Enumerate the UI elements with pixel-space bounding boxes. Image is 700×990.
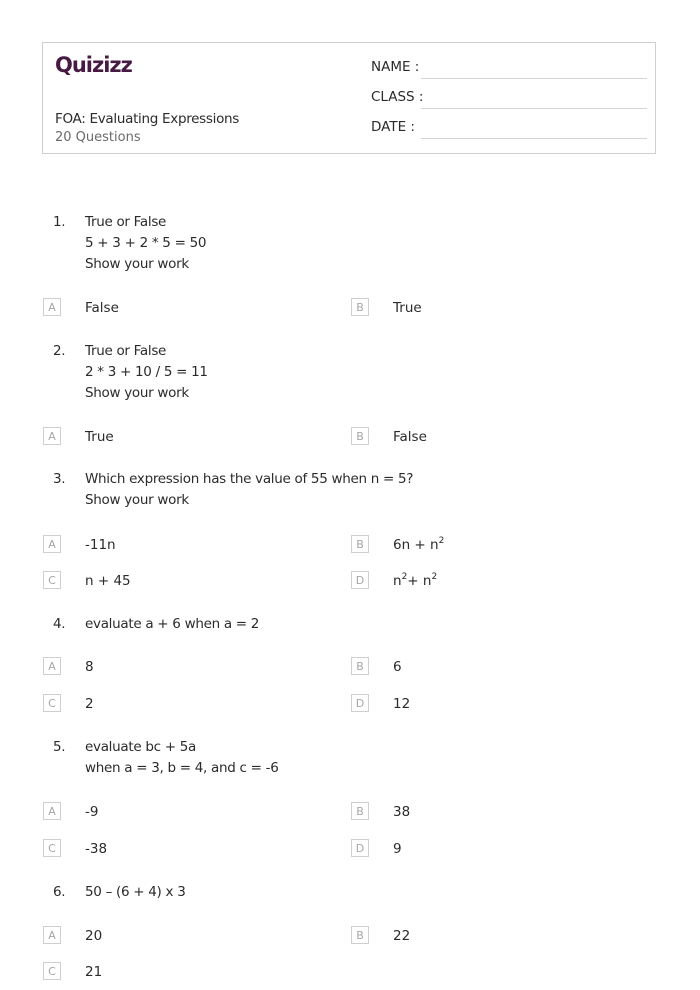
- option-letter: A: [43, 926, 61, 944]
- question-text: [85, 737, 279, 779]
- question-line: True or False: [85, 214, 167, 230]
- class-field[interactable]: [371, 89, 647, 109]
- question-line: 5 + 3 + 2 * 5 = 50: [85, 235, 207, 251]
- question-text: [85, 212, 206, 275]
- option-letter: A: [43, 298, 61, 316]
- date-label: DATE :: [371, 119, 415, 135]
- option-letter: B: [351, 926, 369, 944]
- option-letter: A: [43, 802, 61, 820]
- option-text: [393, 571, 437, 591]
- option-text: 8: [85, 659, 94, 675]
- exponent: 2: [431, 571, 438, 582]
- option-text: 20: [85, 928, 103, 944]
- option-letter: D: [351, 839, 369, 857]
- class-line: [421, 108, 647, 109]
- date-field[interactable]: [371, 119, 647, 139]
- option-text: True: [85, 429, 114, 445]
- option-letter: C: [43, 571, 61, 589]
- question-line: evaluate a + 6 when a = 2: [85, 616, 260, 632]
- name-line: [421, 78, 647, 79]
- option-letter: D: [351, 571, 369, 589]
- option-text: 6: [393, 659, 402, 675]
- question-number: 5.: [53, 739, 66, 755]
- option-text: True: [393, 300, 422, 316]
- question-line: 2 * 3 + 10 / 5 = 11: [85, 364, 208, 380]
- question-number: 3.: [53, 471, 66, 487]
- question-number: 4.: [53, 616, 66, 632]
- question-number: 1.: [53, 214, 66, 230]
- name-label: NAME :: [371, 59, 420, 75]
- expression-mid: + n: [407, 573, 432, 589]
- question-count: 20 Questions: [55, 130, 141, 145]
- question-text: [85, 469, 413, 511]
- option-text: 21: [85, 964, 103, 980]
- option-text: -9: [85, 804, 99, 820]
- question-line: when a = 3, b = 4, and c = -6: [85, 760, 279, 776]
- option-letter: D: [351, 694, 369, 712]
- option-letter: B: [351, 657, 369, 675]
- worksheet-header: [42, 42, 656, 154]
- option-text: 22: [393, 928, 411, 944]
- option-letter: B: [351, 802, 369, 820]
- question-text: [85, 614, 259, 635]
- option-text: 2: [85, 696, 94, 712]
- option-letter: B: [351, 427, 369, 445]
- option-text: 9: [393, 841, 402, 857]
- option-text: -11n: [85, 537, 116, 553]
- option-letter: B: [351, 535, 369, 553]
- option-text: [393, 535, 444, 555]
- question-line: Show your work: [85, 492, 189, 508]
- option-letter: C: [43, 694, 61, 712]
- question-text: [85, 882, 185, 903]
- option-letter: B: [351, 298, 369, 316]
- exponent: 2: [401, 571, 408, 582]
- question-number: 2.: [53, 343, 66, 359]
- question-text: [85, 341, 208, 404]
- question-line: 50 – (6 + 4) x 3: [85, 884, 186, 900]
- option-letter: A: [43, 427, 61, 445]
- exponent: 2: [438, 535, 445, 546]
- question-line: Which expression has the value of 55 when n = 5?: [85, 471, 414, 487]
- option-text: 12: [393, 696, 411, 712]
- option-letter: A: [43, 535, 61, 553]
- question-number: 6.: [53, 884, 66, 900]
- class-label: CLASS :: [371, 89, 424, 105]
- option-text: False: [393, 429, 427, 445]
- expression-base: n: [393, 573, 402, 589]
- quizizz-logo: Quizizz: [55, 53, 132, 77]
- option-text: False: [85, 300, 119, 316]
- question-line: True or False: [85, 343, 167, 359]
- option-text: -38: [85, 841, 108, 857]
- worksheet-title: FOA: Evaluating Expressions: [55, 111, 240, 127]
- option-text: 38: [393, 804, 411, 820]
- date-line: [421, 138, 647, 139]
- option-letter: C: [43, 962, 61, 980]
- question-line: Show your work: [85, 256, 189, 272]
- name-field[interactable]: [371, 59, 647, 79]
- option-text: n + 45: [85, 573, 131, 589]
- option-letter: C: [43, 839, 61, 857]
- question-line: evaluate bc + 5a: [85, 739, 196, 755]
- option-letter: A: [43, 657, 61, 675]
- question-line: Show your work: [85, 385, 189, 401]
- expression-base: 6n + n: [393, 537, 439, 553]
